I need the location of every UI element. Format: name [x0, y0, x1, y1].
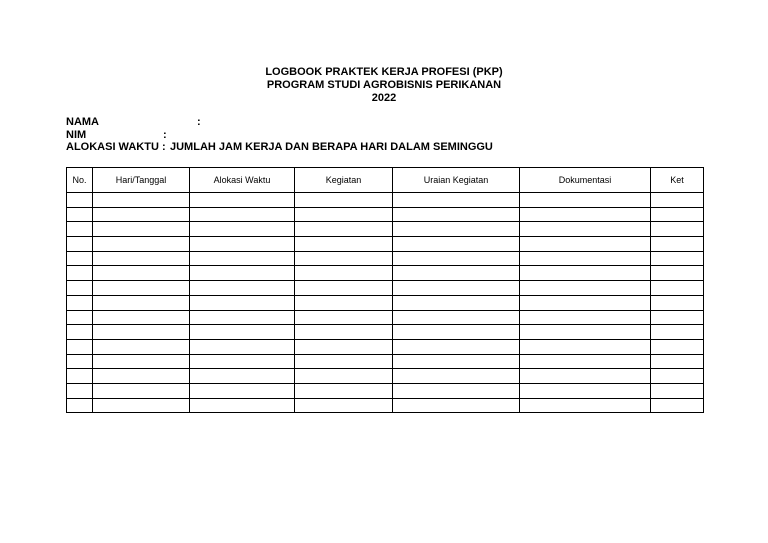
- table-cell: [393, 310, 520, 325]
- table-cell: [651, 237, 704, 252]
- table-cell: [67, 398, 93, 413]
- table-cell: [295, 222, 393, 237]
- table-cell: [93, 310, 190, 325]
- table-row: [67, 266, 704, 281]
- table-cell: [520, 383, 651, 398]
- table-cell: [393, 251, 520, 266]
- nim-colon: :: [163, 128, 167, 141]
- table-row: [67, 281, 704, 296]
- table-cell: [393, 354, 520, 369]
- table-cell: [520, 222, 651, 237]
- table-cell: [190, 325, 295, 340]
- table-cell: [295, 369, 393, 384]
- table-row: [67, 339, 704, 354]
- table-cell: [651, 207, 704, 222]
- table-cell: [93, 354, 190, 369]
- table-cell: [190, 281, 295, 296]
- table-cell: [393, 383, 520, 398]
- table-cell: [520, 339, 651, 354]
- table-row: [67, 383, 704, 398]
- table-cell: [93, 251, 190, 266]
- table-cell: [651, 222, 704, 237]
- table-cell: [393, 339, 520, 354]
- table-cell: [295, 339, 393, 354]
- table-cell: [67, 354, 93, 369]
- table-cell: [67, 251, 93, 266]
- table-cell: [190, 398, 295, 413]
- table-cell: [67, 295, 93, 310]
- column-header-uraian-kegiatan: Uraian Kegiatan: [393, 168, 520, 193]
- table-cell: [67, 310, 93, 325]
- title-line-1: LOGBOOK PRAKTEK KERJA PROFESI (PKP): [265, 66, 503, 78]
- table-cell: [93, 222, 190, 237]
- column-header-alokasi-waktu: Alokasi Waktu: [190, 168, 295, 193]
- table-cell: [520, 193, 651, 208]
- alokasi-label: ALOKASI WAKTU: [66, 141, 159, 153]
- table-cell: [190, 369, 295, 384]
- column-header-no: No.: [67, 168, 93, 193]
- table-cell: [190, 266, 295, 281]
- table-cell: [190, 339, 295, 354]
- table-cell: [67, 207, 93, 222]
- table-cell: [393, 325, 520, 340]
- table-cell: [520, 310, 651, 325]
- table-cell: [190, 310, 295, 325]
- alokasi-colon: :: [162, 141, 166, 153]
- column-header-dokumentasi: Dokumentasi: [520, 168, 651, 193]
- table-row: [67, 222, 704, 237]
- table-cell: [93, 369, 190, 384]
- table-cell: [651, 354, 704, 369]
- table-cell: [393, 222, 520, 237]
- table-cell: [190, 237, 295, 252]
- table-cell: [520, 398, 651, 413]
- nim-label: NIM: [66, 128, 87, 141]
- table-cell: [93, 266, 190, 281]
- column-header-kegiatan: Kegiatan: [295, 168, 393, 193]
- table-cell: [520, 354, 651, 369]
- table-cell: [295, 310, 393, 325]
- table-cell: [651, 398, 704, 413]
- table-cell: [190, 251, 295, 266]
- table-cell: [67, 383, 93, 398]
- table-cell: [520, 207, 651, 222]
- table-cell: [190, 383, 295, 398]
- table-cell: [393, 281, 520, 296]
- table-cell: [651, 281, 704, 296]
- nama-label: NAMA: [66, 116, 99, 128]
- table-cell: [190, 354, 295, 369]
- table-cell: [93, 383, 190, 398]
- table-cell: [295, 237, 393, 252]
- table-cell: [393, 369, 520, 384]
- table-cell: [520, 325, 651, 340]
- table-cell: [651, 295, 704, 310]
- table-cell: [93, 339, 190, 354]
- table-row: [67, 354, 704, 369]
- table-cell: [67, 237, 93, 252]
- table-row: [67, 325, 704, 340]
- table-cell: [93, 237, 190, 252]
- table-cell: [520, 369, 651, 384]
- table-body: [67, 193, 704, 413]
- nama-colon: :: [197, 116, 201, 128]
- table-cell: [295, 266, 393, 281]
- table-cell: [295, 295, 393, 310]
- table-header-row: [67, 168, 704, 193]
- table-cell: [393, 398, 520, 413]
- alokasi-value: JUMLAH JAM KERJA DAN BERAPA HARI DALAM SEMINGGU: [170, 141, 493, 153]
- table-row: [67, 398, 704, 413]
- table-cell: [295, 251, 393, 266]
- table-cell: [67, 281, 93, 296]
- table-cell: [67, 222, 93, 237]
- table-cell: [651, 325, 704, 340]
- table-cell: [190, 207, 295, 222]
- table-row: [67, 310, 704, 325]
- title-line-2: PROGRAM STUDI AGROBISNIS PERIKANAN: [266, 79, 502, 91]
- table-cell: [393, 295, 520, 310]
- table-cell: [520, 281, 651, 296]
- table-cell: [295, 281, 393, 296]
- table-cell: [93, 193, 190, 208]
- table-row: [67, 295, 704, 310]
- document-title: [0, 66, 768, 105]
- table-cell: [651, 251, 704, 266]
- column-header-hari-tanggal: Hari/Tanggal: [93, 168, 190, 193]
- table-cell: [520, 251, 651, 266]
- table-row: [67, 207, 704, 222]
- table-cell: [520, 237, 651, 252]
- table-cell: [93, 295, 190, 310]
- table-cell: [93, 398, 190, 413]
- table-cell: [651, 310, 704, 325]
- table-cell: [651, 383, 704, 398]
- table-cell: [190, 193, 295, 208]
- table-cell: [295, 325, 393, 340]
- table-cell: [295, 354, 393, 369]
- table-cell: [393, 266, 520, 281]
- table-row: [67, 237, 704, 252]
- table-cell: [93, 207, 190, 222]
- table-cell: [393, 207, 520, 222]
- table-cell: [295, 193, 393, 208]
- table-cell: [651, 266, 704, 281]
- table-row: [67, 251, 704, 266]
- table-cell: [190, 222, 295, 237]
- column-header-ket: Ket: [651, 168, 704, 193]
- table-cell: [295, 398, 393, 413]
- logbook-table: [66, 167, 704, 413]
- table-cell: [190, 295, 295, 310]
- table-cell: [295, 207, 393, 222]
- table-cell: [651, 369, 704, 384]
- table-row: [67, 193, 704, 208]
- table-cell: [651, 193, 704, 208]
- table-cell: [393, 237, 520, 252]
- table-cell: [67, 266, 93, 281]
- table-cell: [651, 339, 704, 354]
- table-cell: [93, 325, 190, 340]
- table-cell: [67, 339, 93, 354]
- title-line-3: 2022: [371, 92, 397, 104]
- table-cell: [67, 325, 93, 340]
- table-cell: [67, 369, 93, 384]
- table-cell: [67, 193, 93, 208]
- table-cell: [520, 266, 651, 281]
- table-cell: [295, 383, 393, 398]
- table-cell: [520, 295, 651, 310]
- table-cell: [93, 281, 190, 296]
- table-cell: [393, 193, 520, 208]
- table-row: [67, 369, 704, 384]
